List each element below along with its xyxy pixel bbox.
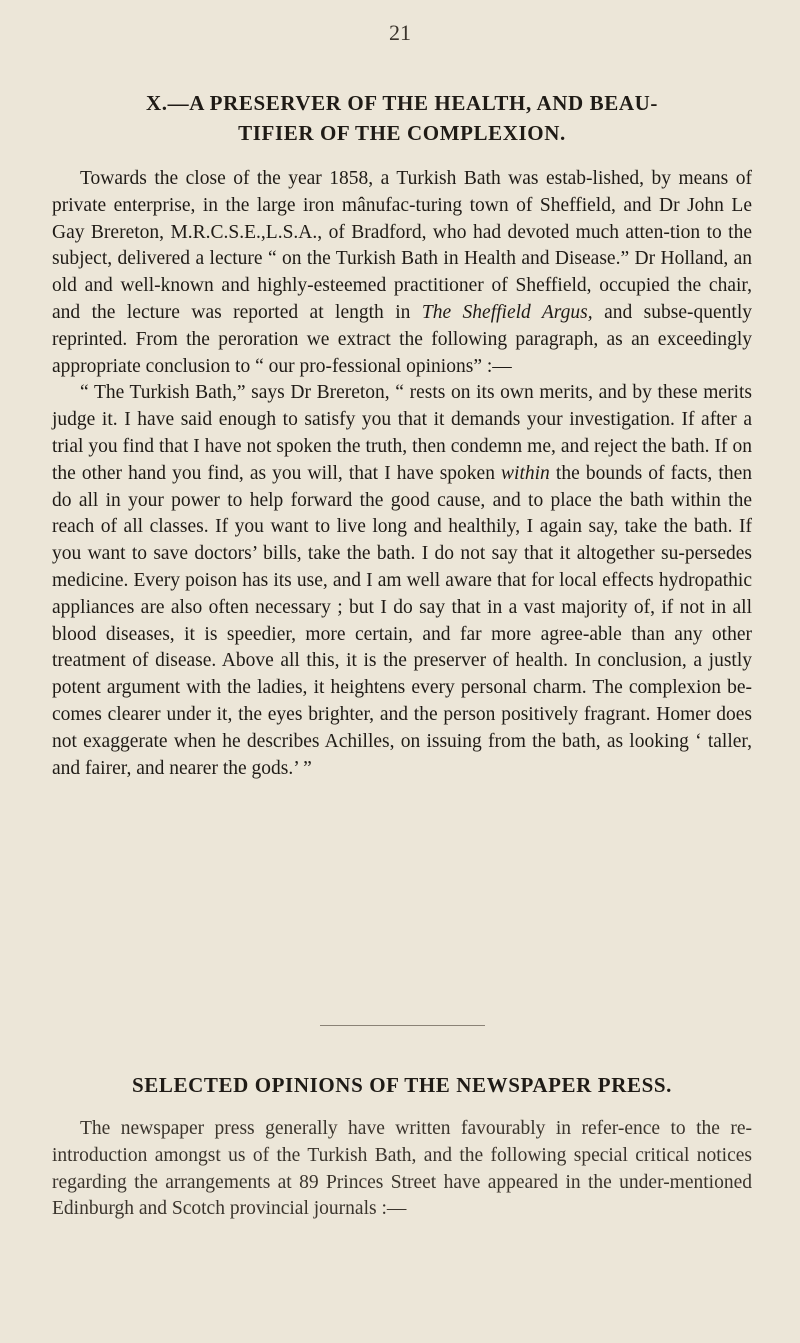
quotation-text-end: the bounds of facts, then do all in your power to help forward the good cause, and to place the bath within the reach of all classes. If you want to live long and healthily, I again say, take the bath. If you want to save doctors’ bills, take the bath. I do not say that it altogether su-persedes medicine. Every poison has its use, and I am well aware that for local effects hydropathic appliances are also often necessary ; but I do say that in a vast majority of, if not in all blood diseases, it is speedier, more certain, and far more agree-able than any other treatment of disease. Above all this, it is the preserver of health. In conclusion, a justly potent argument with the ladies, it heightens every personal charm. The complexion be-comes clearer under it, the eyes brighter, and the person positively fragrant. Homer does not exaggerate when he describes Achilles, on issuing from the bath, as looking ‘ taller, and fairer, and nearer the gods.’ ”	[52, 462, 752, 779]
section-title	[52, 88, 752, 148]
quotation-text-start: “ The Turkish Bath,” says Dr Brereton, “ rests on its own merits, and by these merits judge it. I have said enough to satisfy you that it demands your investigation. If after a trial you find that I have not spoken the truth, then condemn me, and reject the bath. If on the other hand you find, as you will, that I have spoken	[52, 382, 752, 484]
newspaper-intro-paragraph: The newspaper press generally have written favourably in refer-ence to the re-introduction amongst us of the Turkish Bath, and the following special critical notices regarding the arrangements at 89 Princes Street have appeared in the under-mentioned Edinburgh and Scotch provincial journals :—	[52, 1118, 752, 1220]
section-title-line-1: X.—A PRESERVER OF THE HEALTH, AND BEAU-	[146, 91, 658, 115]
intro-paragraph	[52, 166, 752, 380]
section-title-line-2: TIFIER OF THE COMPLEXION.	[238, 121, 566, 145]
newspaper-title: The Sheffield Argus,	[421, 301, 593, 323]
section-turkish-bath-preserver	[52, 88, 752, 782]
section-divider	[320, 1025, 485, 1026]
intro-text-start: Towards the close of the year 1858, a Turkish Bath was estab-lished, by means of private enterprise, in the large iron mânufac-turing town of Sheffield, and Dr John Le Gay Brereton, M.R.C.S.E.,L.S.A., of Bradford, who had devoted much atten-tion to the subject, delivered a lecture “ on the Turkish Bath in Health and Disease.” Dr Holland, an old and well-known and highly-esteemed practitioner of Sheffield, occupied the chair, and the lecture was reported at length in	[52, 168, 752, 323]
quotation-paragraph	[52, 380, 752, 782]
intro-text-end: and subse-quently reprinted. From the peroration we extract the following paragraph, as an exceedingly appropriate conclusion to “ our pro-fessional opinions” :—	[52, 301, 752, 377]
section-title-newspaper: SELECTED OPINIONS OF THE NEWSPAPER PRESS.	[132, 1073, 672, 1097]
section-newspaper-opinions	[52, 1070, 752, 1223]
emphasis-within: within	[501, 462, 550, 484]
page-number: 21	[389, 20, 411, 45]
